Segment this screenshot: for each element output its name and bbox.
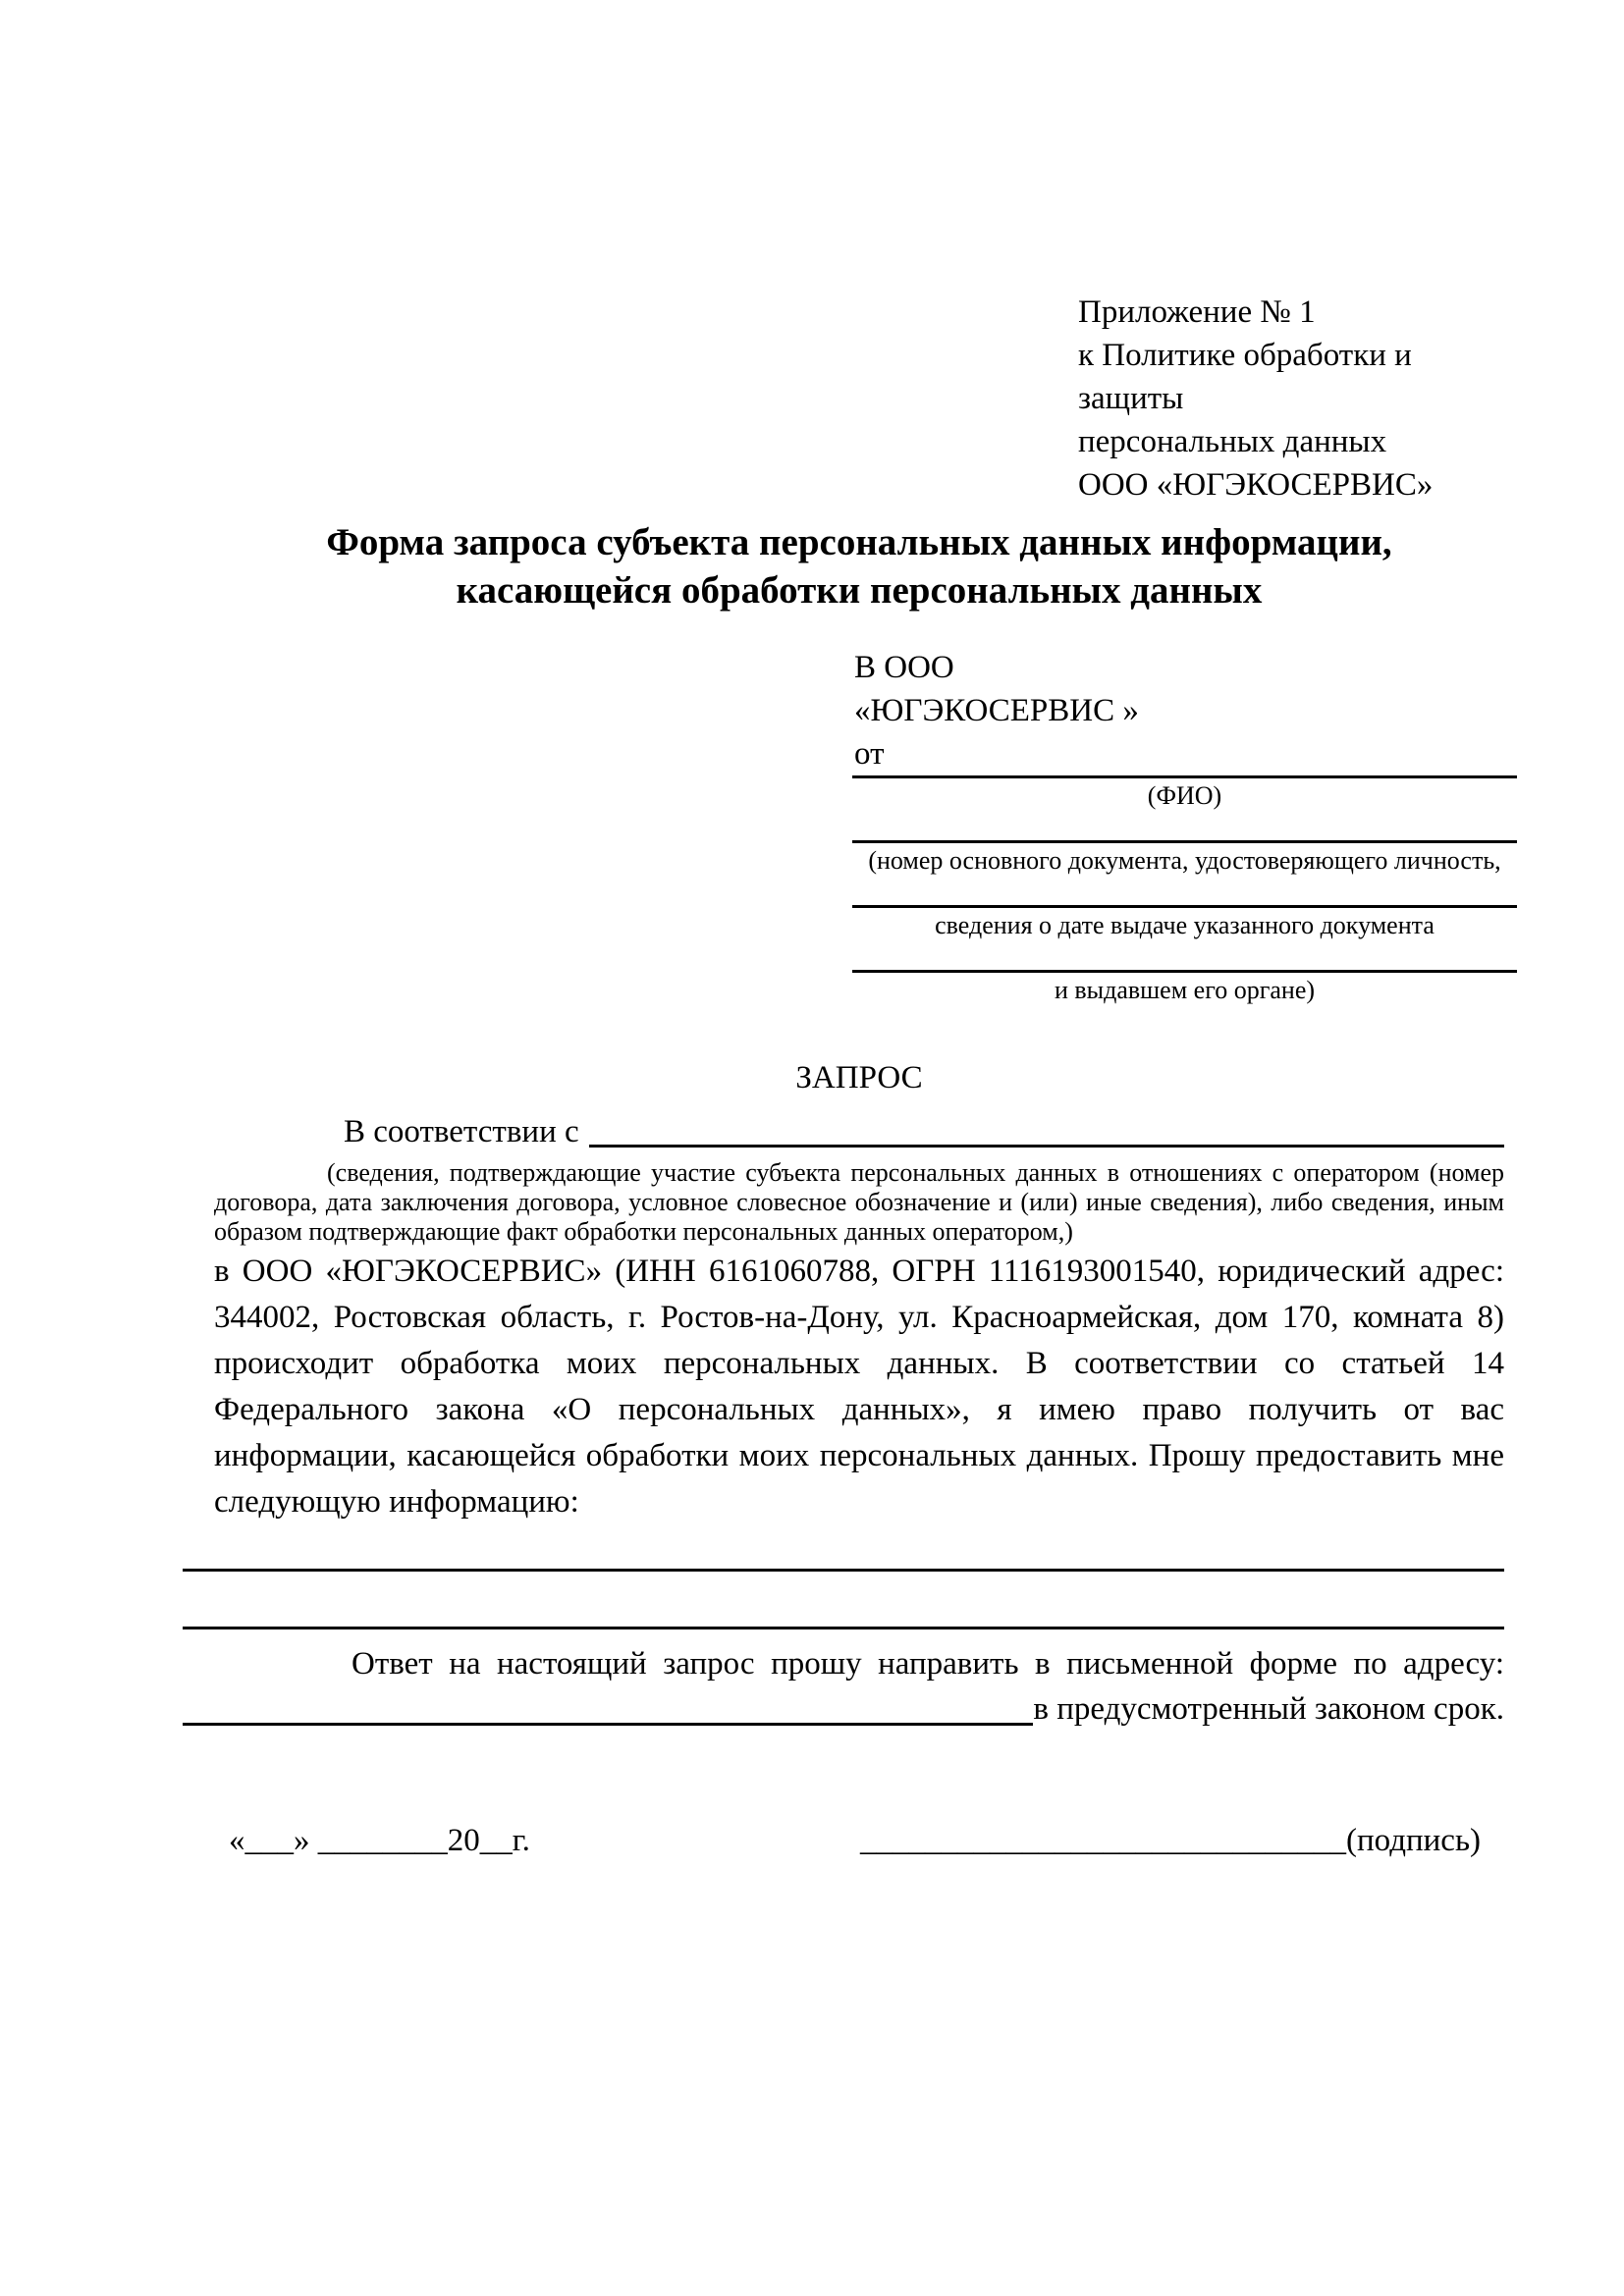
blank-line-issuing-authority [852,970,1517,973]
signature-blank-line: ______________________________ [860,1823,1346,1858]
blank-line-document-number [852,840,1517,843]
form-field-issuing-authority [852,970,1517,1005]
blank-line-info-1 [183,1569,1504,1572]
fine-print: (сведения, подтверждающие участие субъекта персональных данных в отношениях с оператором (номер договора, дата заключения договора, условное словесное обозначение и (или) иные сведения), либо сведения, иным образом подтверждающие факт обработки персональных данных оператором,) [214,1158,1504,1246]
blank-line-info-2 [183,1627,1504,1629]
blank-line-fio [852,775,1517,778]
addressee-line-1: В ООО [854,650,954,685]
request-heading: ЗАПРОС [795,1060,923,1095]
blank-line-issue-date [852,905,1517,908]
body-paragraph: в ООО «ЮГЭКОСЕРВИС» (ИНН 6161060788, ОГРН 1116193001540, юридический адрес: 344002, Ростовская область, г. Ростов-на-Дону, ул. Красноармейская, дом 170, комната 8) происходит обработка моих персональных данных. В соответствии со статьей 14 Федерального закона «О персональных данных», я имею право получить от вас информации, касающейся обработки моих персональных данных. Прошу предоставить мне следующую информацию: [214,1254,1504,1520]
signature-caption: (подпись) [1346,1823,1481,1858]
opening-line [214,1109,1504,1154]
form-field-document-number [852,840,1517,876]
document-title [214,518,1504,614]
appendix-block [1078,291,1504,507]
date-signature-row [214,1818,1504,1863]
date-blank: «___» ________20__г. [229,1823,530,1858]
signature-group [860,1818,1481,1863]
appendix-line-3: персональных данных [1078,424,1387,459]
field-caption-issue-date: сведения о дате выдаче указанного документа [935,911,1435,939]
form-field-fio [852,775,1517,811]
document-title-line-2: касающейся обработки персональных данных [456,569,1263,612]
addressee-block [854,646,1504,775]
addressee-line-2: «ЮГЭКОСЕРВИС » [854,693,1139,728]
blank-line-basis [589,1145,1504,1148]
opening-text: В соответствии с [344,1114,579,1149]
document-title-line-1: Форма запроса субъекта персональных данных информации, [326,521,1392,563]
field-caption-document-number: (номер основного документа, удостоверяющего личность, [868,846,1501,875]
form-field-issue-date [852,905,1517,940]
field-caption-fio: (ФИО) [1147,781,1222,810]
appendix-line-1: Приложение № 1 [1078,294,1316,330]
answer-paragraph: Ответ на настоящий запрос прошу направить в письменной форме по адресу: [352,1646,1504,1682]
form-fields [852,775,1517,1005]
appendix-line-2: к Политике обработки и защиты [1078,338,1412,416]
field-caption-issuing-authority: и выдавшем его органе) [1054,976,1316,1004]
blank-line-address [183,1723,1033,1726]
answer-address-line [183,1686,1504,1732]
addressee-line-3: от [854,736,885,772]
appendix-line-4: ООО «ЮГЭКОСЕРВИС» [1078,467,1434,503]
answer-suffix: в предусмотренный законом срок. [1033,1691,1504,1727]
